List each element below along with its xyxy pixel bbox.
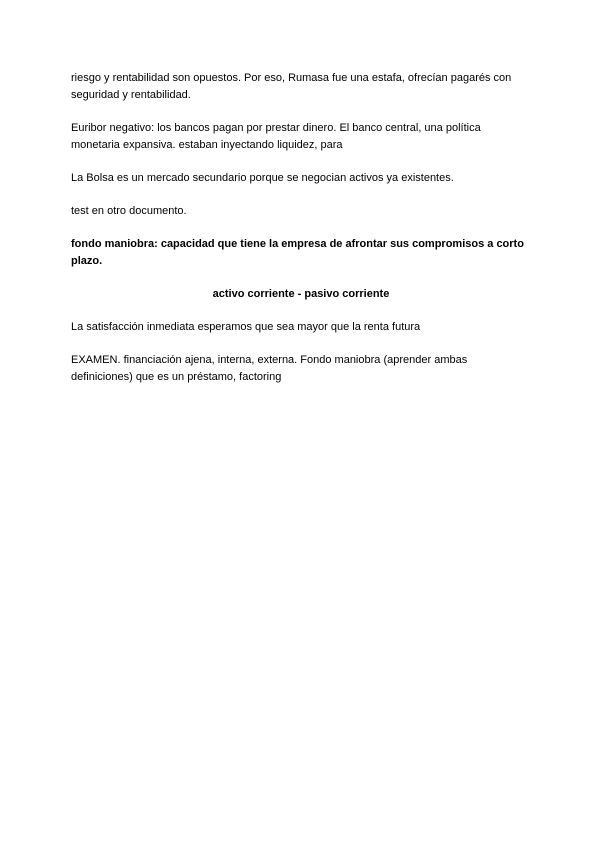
paragraph-test: test en otro documento. — [71, 205, 187, 217]
paragraph-examen: EXAMEN. financiación ajena, interna, externa. Fondo maniobra (aprender ambas definiciones) que es un préstamo, factoring — [71, 354, 468, 383]
document-body — [71, 70, 531, 402]
paragraph-satisfaccion: La satisfacción inmediata esperamos que sea mayor que la renta futura — [71, 321, 421, 333]
paragraph-fondo-maniobra: fondo maniobra: capacidad que tiene la empresa de afrontar sus compromisos a corto plazo. — [71, 238, 524, 267]
paragraph-euribor: Euribor negativo: los bancos pagan por prestar dinero. El banco central, una política monetaria expansiva. estaban inyectando liquidez, para — [71, 122, 481, 151]
paragraph-bolsa: La Bolsa es un mercado secundario porque se negocian activos ya existentes. — [71, 172, 454, 184]
paragraph-formula: activo corriente - pasivo corriente — [212, 288, 390, 300]
paragraph-riesgo: riesgo y rentabilidad son opuestos. Por eso, Rumasa fue una estafa, ofrecían pagarés con seguridad y rentabilidad. — [71, 72, 512, 101]
